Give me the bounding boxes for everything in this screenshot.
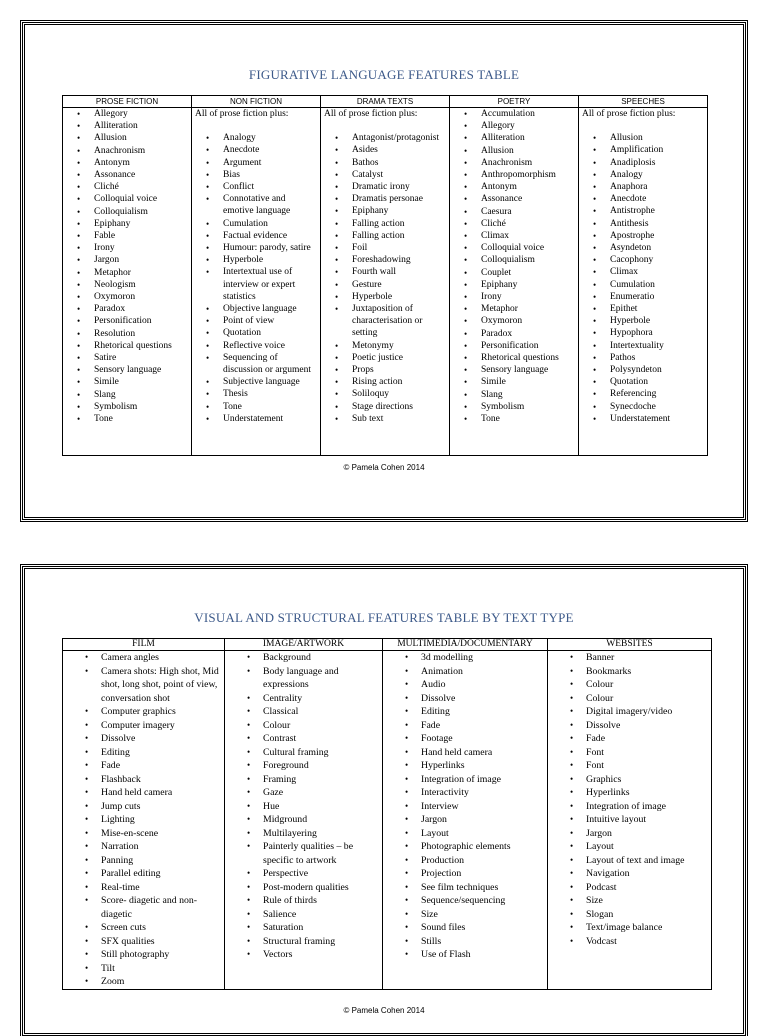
list-item: • Podcast <box>548 881 709 895</box>
table-body-row <box>63 108 708 456</box>
list-item: • Interactivity <box>383 786 545 800</box>
column-header-poetry: POETRY <box>450 96 579 108</box>
list-item: • Fade <box>63 759 222 773</box>
list-item: • Factual evidence <box>192 230 318 242</box>
column-cell-non-fiction <box>192 108 321 456</box>
list-item: • Editing <box>383 705 545 719</box>
list-item: • Rhetorical questions <box>63 340 189 352</box>
list-item: • Cacophony <box>579 254 705 266</box>
list-item: • See film techniques <box>383 881 545 895</box>
list-item: • Alliteration <box>63 120 189 132</box>
list-item: • Jargon <box>63 254 189 266</box>
list-item: • Allegory <box>450 120 576 132</box>
column-intro: All of prose fiction plus: <box>195 109 289 119</box>
table-header-row <box>63 96 708 108</box>
list-item: • Still photography <box>63 948 222 962</box>
list-item: • Tone <box>63 413 189 425</box>
feature-list <box>548 651 711 948</box>
list-item: • Computer imagery <box>63 719 222 733</box>
feature-list <box>450 108 578 425</box>
list-item: • Neologism <box>63 279 189 291</box>
list-item: • Allusion <box>63 132 189 144</box>
list-item: • Production <box>383 854 545 868</box>
list-item: • Epiphany <box>450 279 576 291</box>
list-item: • Vectors <box>225 948 380 962</box>
list-item: • Hand held camera <box>383 746 545 760</box>
list-item: • Camera shots: High shot, Mid shot, long shot, point of view, conversation shot <box>63 665 222 706</box>
list-item: • Hyperbole <box>192 254 318 266</box>
page-title: FIGURATIVE LANGUAGE FEATURES TABLE <box>248 67 520 82</box>
list-item: • Antistrophe <box>579 205 705 217</box>
list-item: • Digital imagery/video <box>548 705 709 719</box>
list-item: • Paradox <box>63 303 189 315</box>
list-item: • Assonance <box>450 193 576 205</box>
list-item: • Hypophora <box>579 327 705 339</box>
list-item: • Fade <box>548 732 709 746</box>
list-item: • Colour <box>548 692 709 706</box>
list-item: • Dissolve <box>63 732 222 746</box>
list-item: • Dissolve <box>548 719 709 733</box>
list-item: • Painterly qualities – be specific to artwork <box>225 840 380 867</box>
list-item: • Symbolism <box>450 401 576 413</box>
list-item: • Anadiplosis <box>579 157 705 169</box>
list-item: • Colloquial voice <box>450 242 576 254</box>
list-item: • Apostrophe <box>579 230 705 242</box>
list-item: • Simile <box>450 376 576 388</box>
list-item: • Interview <box>383 800 545 814</box>
list-item: • Layout <box>548 840 709 854</box>
list-item: • Sub text <box>321 413 447 425</box>
list-item: • Background <box>225 651 380 665</box>
list-item: • Centrality <box>225 692 380 706</box>
list-item: • Saturation <box>225 921 380 935</box>
list-item: • Couplet <box>450 267 576 279</box>
column-cell-multimedia-documentary <box>383 651 548 990</box>
copyright-footer: © Pamela Cohen 2014 <box>343 1006 425 1015</box>
column-header-film: FILM <box>63 639 225 651</box>
list-item: • Cumulation <box>579 279 705 291</box>
list-item: • Polysyndeton <box>579 364 705 376</box>
column-header-websites: WEBSITES <box>548 639 712 651</box>
list-item: • Point of view <box>192 315 318 327</box>
column-cell-speeches <box>579 108 708 456</box>
list-item: • Slang <box>63 389 189 401</box>
list-item: • Hyperbole <box>579 315 705 327</box>
column-cell-image-artwork <box>225 651 383 990</box>
list-item: • Narration <box>63 840 222 854</box>
list-item: • Lighting <box>63 813 222 827</box>
list-item: • Asyndeton <box>579 242 705 254</box>
list-item: • Symbolism <box>63 401 189 413</box>
list-item: • Text/image balance <box>548 921 709 935</box>
list-item: • Editing <box>63 746 222 760</box>
list-item: • Zoom <box>63 975 222 989</box>
list-item: • Tilt <box>63 962 222 976</box>
list-item: • Anecdote <box>192 144 318 156</box>
list-item: • Framing <box>225 773 380 787</box>
list-item: • Connotative and emotive language <box>192 193 318 217</box>
list-item: • Irony <box>450 291 576 303</box>
spacer <box>192 120 320 132</box>
list-item: • Quotation <box>579 376 705 388</box>
column-header-multimedia-documentary: MULTIMEDIA/DOCUMENTARY <box>383 639 548 651</box>
list-item: • Cumulation <box>192 218 318 230</box>
list-item: • Camera angles <box>63 651 222 665</box>
list-item: • Allegory <box>63 108 189 120</box>
feature-list <box>383 651 547 962</box>
list-item: • Tone <box>192 401 318 413</box>
list-item: • Epiphany <box>321 205 447 217</box>
list-item: • Personification <box>450 340 576 352</box>
figurative-language-table <box>62 95 708 456</box>
list-item: • Enumeratio <box>579 291 705 303</box>
list-item: • Cliché <box>63 181 189 193</box>
list-item: • Reflective voice <box>192 340 318 352</box>
list-item: • Bias <box>192 169 318 181</box>
feature-list <box>63 108 191 425</box>
column-header-speeches: SPEECHES <box>579 96 708 108</box>
list-item: • Rhetorical questions <box>450 352 576 364</box>
list-item: • Colour <box>548 678 709 692</box>
visual-structural-table <box>62 638 712 990</box>
column-cell-poetry <box>450 108 579 456</box>
list-item: • Structural framing <box>225 935 380 949</box>
list-item: • Use of Flash <box>383 948 545 962</box>
table-header-row <box>63 639 712 651</box>
list-item: • Slogan <box>548 908 709 922</box>
list-item: • Graphics <box>548 773 709 787</box>
list-item: • Climax <box>450 230 576 242</box>
list-item: • Oxymoron <box>63 291 189 303</box>
list-item: • Contrast <box>225 732 380 746</box>
list-item: • Intertextuality <box>579 340 705 352</box>
list-item: • Hyperlinks <box>548 786 709 800</box>
list-item: • Hyperbole <box>321 291 447 303</box>
list-item: • Projection <box>383 867 545 881</box>
list-item: • Jargon <box>383 813 545 827</box>
feature-list <box>321 132 449 425</box>
list-item: • Foreshadowing <box>321 254 447 266</box>
list-item: • Sound files <box>383 921 545 935</box>
list-item: • Anthropomorphism <box>450 169 576 181</box>
list-item: • Banner <box>548 651 709 665</box>
list-item: • Salience <box>225 908 380 922</box>
list-item: • Post-modern qualities <box>225 881 380 895</box>
list-item: • Hue <box>225 800 380 814</box>
list-item: • Sensory language <box>450 364 576 376</box>
column-header-non-fiction: NON FICTION <box>192 96 321 108</box>
list-item: • Footage <box>383 732 545 746</box>
list-item: • Referencing <box>579 388 705 400</box>
list-item: • Layout of text and image <box>548 854 709 868</box>
list-item: • Assonance <box>63 169 189 181</box>
spacer <box>579 120 707 132</box>
list-item: • Metaphor <box>450 303 576 315</box>
copyright-footer: © Pamela Cohen 2014 <box>343 463 425 472</box>
list-item: • Body language and expressions <box>225 665 380 692</box>
column-cell-websites <box>548 651 712 990</box>
list-item: • Antonym <box>450 181 576 193</box>
list-item: • Subjective language <box>192 376 318 388</box>
list-item: • Rising action <box>321 376 447 388</box>
list-item: • Sequence/sequencing <box>383 894 545 908</box>
list-item: • Bathos <box>321 157 447 169</box>
list-item: • Sensory language <box>63 364 189 376</box>
feature-list <box>63 651 224 989</box>
list-item: • Falling action <box>321 218 447 230</box>
list-item: • Caesura <box>450 206 576 218</box>
list-item: • Parallel editing <box>63 867 222 881</box>
list-item: • Slang <box>450 389 576 401</box>
list-item: • Colloquialism <box>450 254 576 266</box>
column-header-image-artwork: IMAGE/ARTWORK <box>225 639 383 651</box>
list-item: • Objective language <box>192 303 318 315</box>
list-item: • Resolution <box>63 328 189 340</box>
list-item: • Panning <box>63 854 222 868</box>
column-header-drama-texts: DRAMA TEXTS <box>321 96 450 108</box>
list-item: • Tone <box>450 413 576 425</box>
list-item: • Antonym <box>63 157 189 169</box>
list-item: • Bookmarks <box>548 665 709 679</box>
column-header-prose-fiction: PROSE FICTION <box>63 96 192 108</box>
list-item: • Antagonist/protagonist <box>321 132 447 144</box>
list-item: • Epithet <box>579 303 705 315</box>
list-item: • Understatement <box>192 413 318 425</box>
list-item: • Poetic justice <box>321 352 447 364</box>
list-item: • Mise-en-scene <box>63 827 222 841</box>
list-item: • Anecdote <box>579 193 705 205</box>
list-item: • Conflict <box>192 181 318 193</box>
list-item: • Fade <box>383 719 545 733</box>
list-item: • Dissolve <box>383 692 545 706</box>
list-item: • Paradox <box>450 328 576 340</box>
list-item: • Audio <box>383 678 545 692</box>
list-item: • Foil <box>321 242 447 254</box>
list-item: • Quotation <box>192 327 318 339</box>
list-item: • Rule of thirds <box>225 894 380 908</box>
list-item: • Stage directions <box>321 401 447 413</box>
list-item: • Intertextual use of interview or expert statistics <box>192 266 318 303</box>
list-item: • Personification <box>63 315 189 327</box>
list-item: • 3d modelling <box>383 651 545 665</box>
list-item: • Font <box>548 759 709 773</box>
list-item: • Juxtaposition of characterisation or setting <box>321 303 447 340</box>
column-cell-drama-texts <box>321 108 450 456</box>
column-intro: All of prose fiction plus: <box>324 109 418 119</box>
list-item: • Climax <box>579 266 705 278</box>
list-item: • Metonymy <box>321 340 447 352</box>
list-item: • Amplification <box>579 144 705 156</box>
list-item: • Satire <box>63 352 189 364</box>
list-item: • Jump cuts <box>63 800 222 814</box>
list-item: • Foreground <box>225 759 380 773</box>
list-item: • Integration of image <box>548 800 709 814</box>
list-item: • Gaze <box>225 786 380 800</box>
list-item: • Argument <box>192 157 318 169</box>
list-item: • Falling action <box>321 230 447 242</box>
feature-list <box>225 651 382 962</box>
list-item: • Analogy <box>579 169 705 181</box>
list-item: • Anachronism <box>450 157 576 169</box>
list-item: • Colour <box>225 719 380 733</box>
list-item: • Size <box>383 908 545 922</box>
list-item: • Photographic elements <box>383 840 545 854</box>
list-item: • Vodcast <box>548 935 709 949</box>
list-item: • Simile <box>63 376 189 388</box>
list-item: • Props <box>321 364 447 376</box>
list-item: • Integration of image <box>383 773 545 787</box>
table-body-row <box>63 651 712 990</box>
list-item: • Allusion <box>450 145 576 157</box>
list-item: • Pathos <box>579 352 705 364</box>
list-item: • Oxymoron <box>450 315 576 327</box>
list-item: • Fable <box>63 230 189 242</box>
list-item: • Allusion <box>579 132 705 144</box>
list-item: • Stills <box>383 935 545 949</box>
list-item: • Jargon <box>548 827 709 841</box>
feature-list <box>192 132 320 425</box>
column-intro: All of prose fiction plus: <box>582 109 676 119</box>
list-item: • Classical <box>225 705 380 719</box>
column-cell-prose-fiction <box>63 108 192 456</box>
visual-structural-page <box>22 566 746 1036</box>
list-item: • Analogy <box>192 132 318 144</box>
list-item: • Epiphany <box>63 218 189 230</box>
list-item: • Soliloquy <box>321 388 447 400</box>
list-item: • Antithesis <box>579 218 705 230</box>
list-item: • Midground <box>225 813 380 827</box>
list-item: • Multilayering <box>225 827 380 841</box>
list-item: • Hyperlinks <box>383 759 545 773</box>
list-item: • SFX qualities <box>63 935 222 949</box>
list-item: • Navigation <box>548 867 709 881</box>
list-item: • Animation <box>383 665 545 679</box>
list-item: • Cultural framing <box>225 746 380 760</box>
list-item: • Metaphor <box>63 267 189 279</box>
list-item: • Screen cuts <box>63 921 222 935</box>
list-item: • Size <box>548 894 709 908</box>
list-item: • Score- diagetic and non-diagetic <box>63 894 222 921</box>
list-item: • Colloquialism <box>63 206 189 218</box>
figurative-language-page <box>22 22 746 520</box>
list-item: • Anaphora <box>579 181 705 193</box>
list-item: • Computer graphics <box>63 705 222 719</box>
list-item: • Gesture <box>321 279 447 291</box>
spacer <box>321 120 449 132</box>
list-item: • Dramatis personae <box>321 193 447 205</box>
list-item: • Understatement <box>579 413 705 425</box>
feature-list <box>579 132 707 425</box>
list-item: • Anachronism <box>63 145 189 157</box>
list-item: • Flashback <box>63 773 222 787</box>
list-item: • Font <box>548 746 709 760</box>
list-item: • Colloquial voice <box>63 193 189 205</box>
list-item: • Sequencing of discussion or argument <box>192 352 318 376</box>
list-item: • Perspective <box>225 867 380 881</box>
list-item: • Accumulation <box>450 108 576 120</box>
list-item: • Intuitive layout <box>548 813 709 827</box>
list-item: • Cliché <box>450 218 576 230</box>
list-item: • Real-time <box>63 881 222 895</box>
list-item: • Dramatic irony <box>321 181 447 193</box>
list-item: • Synecdoche <box>579 401 705 413</box>
list-item: • Asides <box>321 144 447 156</box>
list-item: • Alliteration <box>450 132 576 144</box>
page-title: VISUAL AND STRUCTURAL FEATURES TABLE BY TEXT TYPE <box>194 610 574 625</box>
list-item: • Irony <box>63 242 189 254</box>
column-cell-film <box>63 651 225 990</box>
list-item: • Layout <box>383 827 545 841</box>
list-item: • Fourth wall <box>321 266 447 278</box>
list-item: • Catalyst <box>321 169 447 181</box>
list-item: • Hand held camera <box>63 786 222 800</box>
list-item: • Humour: parody, satire <box>192 242 318 254</box>
list-item: • Thesis <box>192 388 318 400</box>
